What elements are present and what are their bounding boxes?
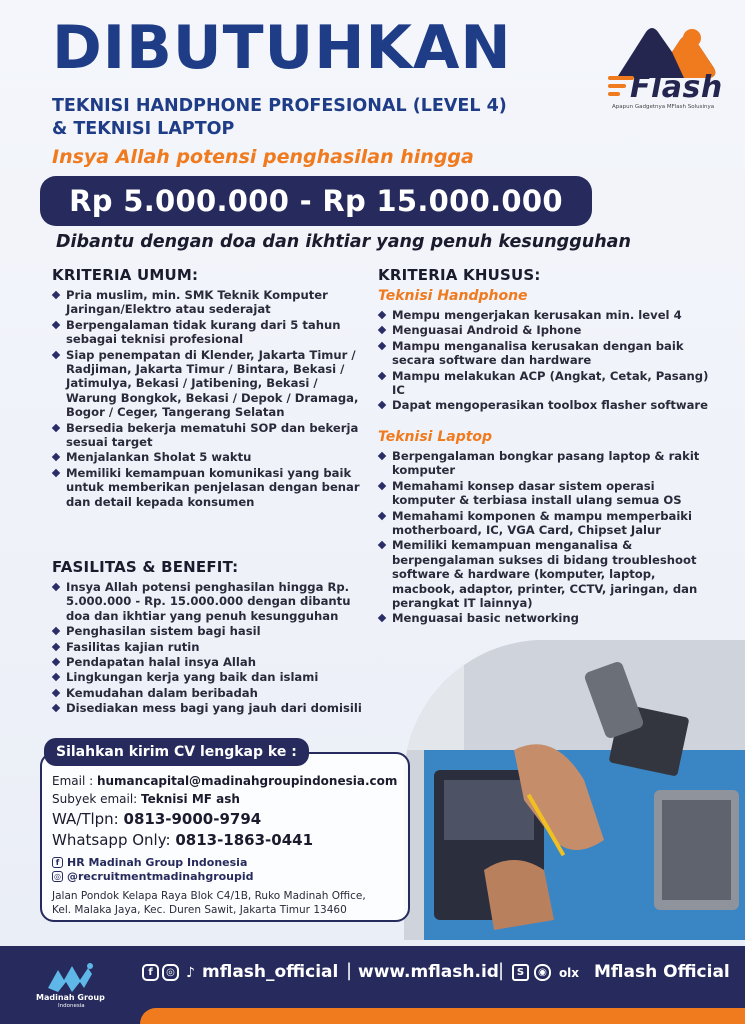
list-item: Bersedia bekerja mematuhi SOP dan bekerja sesuai target (52, 421, 362, 450)
list-item: Mampu melakukan ACP (Angkat, Cetak, Pasang) IC (378, 369, 713, 398)
fasilitas-heading: FASILITAS & BENEFIT: (52, 558, 239, 576)
tokopedia-icon[interactable]: ◉ (534, 964, 551, 981)
cv-heading: Silahkan kirim CV lengkap ke : (44, 738, 309, 766)
logo-wordmark: Flash (630, 70, 723, 105)
list-item: Memahami komponen & mampu memperbaiki motherboard, IC, VGA Card, Chipset Jalur (378, 509, 708, 538)
social-handle[interactable]: mflash_official (202, 962, 339, 982)
footer-accent (140, 1008, 745, 1024)
motto: Dibantu dengan doa dan ikhtiar yang penuh kesungguhan (56, 232, 631, 252)
subject-label: Subyek email: (52, 792, 142, 806)
subject-line (52, 792, 240, 806)
list-item: Berpengalaman tidak kurang dari 5 tahun sebagai teknisi profesional (52, 318, 362, 347)
list-item: Pria muslim, min. SMK Teknik Komputer Jaringan/Elektro atau sederajat (52, 288, 362, 317)
phone-line (52, 810, 261, 828)
list-item: Memiliki kemampuan menganalisa & berpengalaman sukses di bidang troubleshoot software & hardware (komputer, laptop, macbook, adaptor, printer, CCTV, jaringan, dan perangkat IT lainnya) (378, 538, 708, 610)
facebook-icon: f (52, 857, 63, 868)
list-item: Lingkungan kerja yang baik dan islami (52, 670, 367, 684)
handphone-heading: Teknisi Handphone (378, 288, 528, 304)
job-title-line2: & TEKNISI LAPTOP (52, 119, 235, 139)
list-item: Memahami konsep dasar sistem operasi komputer & terbiasa install ulang semua OS (378, 479, 708, 508)
salary-range: Rp 5.000.000 - Rp 15.000.000 (40, 176, 592, 226)
instagram-handle[interactable]: @recruitmentmadinahgroupid (67, 870, 254, 883)
technician-photo (404, 640, 745, 940)
address-line2: Kel. Malaka Jaya, Kec. Duren Sawit, Jakarta Timur 13460 (52, 904, 347, 916)
list-item: Fasilitas kajian rutin (52, 640, 367, 654)
list-item: Berpengalaman bongkar pasang laptop & rakit komputer (378, 449, 708, 478)
kriteria-khusus-heading: KRITERIA KHUSUS: (378, 266, 541, 284)
whatsapp-line (52, 831, 313, 849)
facebook-name[interactable]: HR Madinah Group Indonesia (67, 856, 248, 869)
handphone-list (378, 308, 713, 414)
whatsapp-label: Whatsapp Only: (52, 831, 176, 849)
phone-label: WA/Tlpn: (52, 810, 124, 828)
list-item: Penghasilan sistem bagi hasil (52, 624, 367, 638)
office-address (52, 889, 366, 917)
store-name[interactable]: Mflash Official (594, 962, 730, 982)
laptop-heading: Teknisi Laptop (378, 429, 493, 445)
subject-value: Teknisi MF ash (141, 792, 240, 806)
tiktok-icon[interactable]: ♪ (186, 964, 195, 981)
instagram-icon[interactable]: ◎ (162, 964, 179, 981)
list-item: Kemudahan dalam beribadah (52, 686, 367, 700)
list-item: Menguasai basic networking (378, 611, 708, 625)
facebook-icon[interactable]: f (142, 964, 159, 981)
shopee-icon[interactable]: S (512, 964, 529, 981)
kriteria-umum-list (52, 288, 362, 510)
phone-number[interactable]: 0813-9000-9794 (123, 810, 262, 828)
separator: | (346, 960, 353, 981)
list-item: Memiliki kemampuan komunikasi yang baik untuk memberikan penjelasan dengan benar dan detail kepada konsumen (52, 466, 362, 509)
list-item: Insya Allah potensi penghasilan hingga Rp. 5.000.000 - Rp. 15.000.000 dengan dibantu doa dan ikhtiar yang penuh kesungguhan (52, 580, 367, 623)
olx-icon[interactable]: olx (558, 965, 580, 980)
address-line1: Jalan Pondok Kelapa Raya Blok C4/1B, Ruko Madinah Office, (52, 890, 366, 902)
kriteria-umum-heading: KRITERIA UMUM: (52, 266, 199, 284)
madinah-group-logo-icon (40, 958, 100, 994)
madinah-group-name: Madinah Group (36, 993, 105, 1002)
list-item: Dapat mengoperasikan toolbox flasher software (378, 398, 713, 412)
poster-title: DIBUTUHKAN (52, 13, 512, 83)
income-tagline: Insya Allah potensi penghasilan hingga (52, 146, 474, 168)
whatsapp-number[interactable]: 0813-1863-0441 (175, 831, 314, 849)
facebook-line (52, 856, 247, 869)
email-label: Email : (52, 774, 97, 788)
list-item: Menjalankan Sholat 5 waktu (52, 450, 362, 464)
list-item: Disediakan mess bagi yang jauh dari domisili (52, 701, 367, 715)
photo-illustration (404, 640, 745, 940)
list-item: Mampu menganalisa kerusakan dengan baik secara software dan hardware (378, 339, 713, 368)
separator: | (498, 960, 505, 981)
instagram-icon: ◎ (52, 871, 63, 882)
laptop-list (378, 449, 708, 627)
list-item: Menguasai Android & Iphone (378, 323, 713, 337)
email-address[interactable]: humancapital@madinahgroupindonesia.com (96, 774, 398, 788)
email-line (52, 774, 397, 788)
list-item: Mempu mengerjakan kerusakan min. level 4 (378, 308, 713, 322)
fasilitas-list (52, 580, 367, 717)
list-item: Siap penempatan di Klender, Jakarta Timur / Radjiman, Jakarta Timur / Bintara, Bekasi / Jatimulya, Bekasi / Jatibening, Bekasi / Warung Bongkok, Bekasi / Depok / Dramaga, Bogor / Ceger, Tangerang Selatan (52, 348, 362, 420)
website-link[interactable]: www.mflash.id (358, 962, 499, 982)
job-title-line1: TEKNISI HANDPHONE PROFESIONAL (LEVEL 4) (52, 96, 507, 116)
list-item: Pendapatan halal insya Allah (52, 655, 367, 669)
logo-slogan: Apapun Gadgetnya MFlash Solusinya (612, 104, 715, 110)
madinah-group-sub: Indonesia (58, 1003, 85, 1009)
instagram-line (52, 870, 254, 883)
